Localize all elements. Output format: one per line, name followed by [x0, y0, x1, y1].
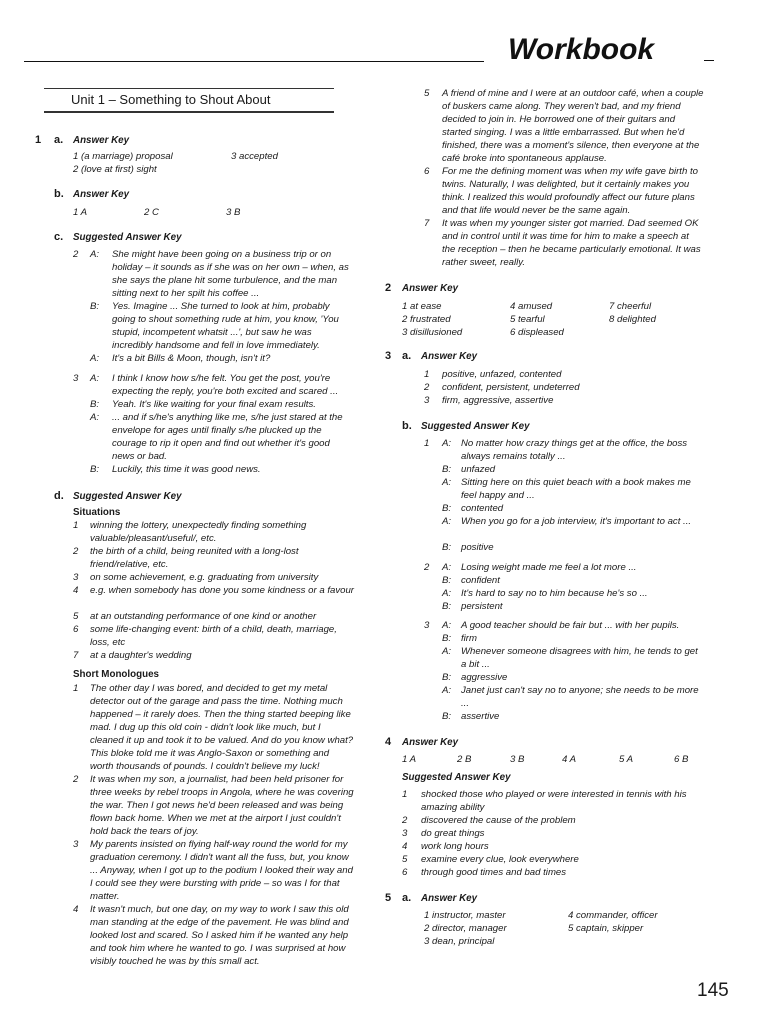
answer-3b-3b: firm [461, 633, 477, 644]
section-5a-letter: a. [402, 892, 412, 904]
section-3-number: 3 [385, 350, 392, 362]
answer-3b-2a: Losing weight made me feel a lot more ... [461, 562, 637, 573]
monologue-2: It was when my son, a journalist, had been held prisoner for three weeks by rebel troops in Angola, where he was covering the war. Then I got news he'd been released and was being flown back home. When we met at the airport I just couldn't hold back the tears of joy. [90, 774, 354, 837]
answer-3a-2: confident, persistent, undeterred [442, 382, 580, 393]
answer-4-key-3: 3 B [510, 754, 525, 765]
situation-6: some life-changing event: birth of a child, death, marriage, loss, etc [90, 624, 337, 648]
dialogue-3c: ... and if s/he's anything like me, s/he just stared at the envelope for ages until finally s/he plucked up the courage to rip it open and find out whether it's good news or bad. [112, 412, 343, 462]
answer-3b-1e: When you go for a job interview, it's important to act ... [461, 516, 692, 527]
answer-2-8: 8 delighted [609, 314, 656, 325]
section-1d-letter: d. [54, 490, 64, 502]
situations-heading: Situations [73, 507, 121, 518]
answer-3b-3e: Janet just can't say no to anyone; she needs to be more ... [461, 685, 699, 709]
monologue-7: It was when my younger sister got married. Dad seemed OK and in control until it was time for him to make a speech at the reception – then he became particularly emotional. It was rather sweet, really. [442, 218, 701, 268]
dialogue-3a: I think I know how s/he felt. You get the post, you're expecting the reply, you're both excited and scared ... [112, 373, 339, 397]
answer-3b-1b: unfazed [461, 464, 496, 475]
section-3a-letter: a. [402, 350, 412, 362]
answer-3b-3f: assertive [461, 711, 500, 722]
situation-2: the birth of a child, being reunited with a long-lost friend/relative, etc. [90, 546, 299, 570]
section-3a-heading: Answer Key [421, 351, 478, 362]
monologue-5: A friend of mine and I were at an outdoor café, when a couple of buskers came along. They weren't bad, and my friend decided to join in. He borrowed one of their guitars and started singing. I was a little embarrassed. But when he'd finished, there was a moment's silence, then everyone at the café broke into spontaneous applause. [442, 88, 704, 164]
answer-4-item-4: work long hours [421, 841, 489, 852]
answer-3b-3d: aggressive [461, 672, 508, 683]
section-3b-letter: b. [402, 420, 412, 432]
answer-2-1: 1 at ease [402, 301, 442, 312]
dialogue-2c: It's a bit Bills & Moon, though, isn't it? [112, 353, 271, 364]
section-4-suggested-heading: Suggested Answer Key [402, 772, 511, 783]
answer-3b-1a: No matter how crazy things get at the office, the boss always remains totally ... [461, 438, 688, 462]
answer-4-key-1: 1 A [402, 754, 417, 765]
page-number: 145 [697, 980, 729, 1001]
situation-4: e.g. when somebody has done you some kindness or a favour [90, 585, 354, 596]
answer-4-item-1: shocked those who played or were interested in tennis with his amazing ability [421, 789, 687, 813]
answer-3b-2b: confident [461, 575, 500, 586]
answer-5-2: 2 director, manager [424, 923, 507, 934]
answer-1b-1: 1 A [73, 207, 88, 218]
left-column: 1 a. Answer Key 1 (a marriage) proposal 2 (love at first) sight 3 accepted b. Answer Key 1 A 2 C 3 B c. Suggested Answer Key 2 A: She might have been going on a business trip or on holiday – it sounds as if she was on her own – when, as she says the plane hit some turbulence, and the man sitting next to her spilt his coffee ... B: Yes. Imagine ... She turned to look at him, probably going to shout something rude at him, you know, 'You stupid, incompetent whatsit ...', but saw he was incredibly handsome and fell in love immediately. A: It's a bit Bills & Moon, though, isn't it? 3 A: I think I know how s/he felt. You get the post, you're expecting the reply, you're both excited and scared ... B: Yeah. It's like waiting for your final exam results. A: ... and if s/he's anything like me, s/he just stared at the envelope for ages until finally s/he plucked up the courage to rip it open and find out whether it's good news or bad. B: Luckily, this time it was good news. d. Suggested Answer Key Situations 1 winning the lottery, unexpectedly finding something valuable/pleasant/useful/, etc. 2 the birth of a child, being reunited with a long-lost friend/relative, etc. 3 on some achievement, e.g. graduating from university 4 e.g. when somebody has done you some kindness or a favour 5 at an outstanding performance of one kind or another 6 some life-changing event: birth of a child, death, marriage, loss, etc 7 at a daughter's wedding Short Monologues 1 The other day I was bored, and decided to get my metal detector out of the garage and pass the time. Nothing much happened – it rarely does. Then the thing started beeping like mad. I dug up this old coin - didn't look like much, but I cleaned it up and took it to be valued. And do you know what? This bloke told me it was Anglo-Saxon or something and worth thousands of pounds. I couldn't believe my luck! 2 It was when my son, a journalist, had been held prisoner for three weeks by rebel troops in Angola, where he was covering the war. Then I got news he'd been released and was being flown back home. When we met at the airport I just couldn't hold back the tears of joy. 3 My parents insisted on flying half-way round the world for my graduation ceremony. I didn't want all the fuss, but, you know ... Anyway, when I got up to the podium I looked their way and I could see they were bursting with pride – so was I for that matter. 4 It wasn't much, but one day, on my way to work I saw this old man standing at the edge of the pavement. He was blind and looked lost and scared. So I asked him if he wanted any help and took him where he wanted to go. I was surprised at how visibly touched he was by this small act. 5 A friend of mine and I were at an outdoor café, when a couple of buskers came along. They weren't bad, and my friend decided to join in. He borrowed one of their guitars and started singing. I was a little embarrassed. But when he'd finished, there was a moment's silence, then everyone at the café broke into spontaneous applause. 6 For me the defining moment was when my wife gave birth to twins. Naturally, I was delighted, but it certainly makes you think. I realized this would profoundly affect our future plans and that life would never be the same again. 7 It was when my younger sister got married. Dad seemed OK and in control until it was time for him to make a speech at the reception – then he became particularly emotional. It was rather sweet, really. 2 Answer Key 1 at ease 2 frustrated 3 disillusioned 4 amused 5 tearful 6 displeased 7 cheerful 8 delighted 3 a. Answer Key 1 positive, unfazed, contented 2 confident, persistent, undeterred 3 firm, aggressive, assertive b. Suggested Answer Key 1 A: No matter how crazy things get at the office, the boss always remains totally ... B: unfazed A: Sitting here on this quiet beach with a book makes me feel happy and ... B: contented A: When you go for a job interview, it's important to act ... B: positive 2 A: Losing weight made me feel a lot more ... B: confident A: It's hard to say no to him because he's so ... B: persistent 3 A: A good teacher should be fair but ... with her pupils. B: firm A: Whenever someone disagrees with him, he tends to get a bit ... B: aggressive A: Janet just can't say no to anyone; she needs to be more ... B: assertive 4 Answer Key 1 A 2 B 3 B 4 A 5 A 6 B Suggested Answer Key 1 shocked those who played or were interested in tennis with his amazing ability 2 discovered the cause of the problem 3 do great things 4 work long hours 5 examine every clue, look everywhere 6 through good times and bad times 5 a. Answer Key 1 instructor, master 2 director, manager 3 dean, principal 4 commander, officer 5 captain, skipper [35, 88, 704, 967]
dialogue-2b: Yes. Imagine ... She turned to look at him, probably going to shout something rude at him, you know, 'You stupid, incompetent whatsit ...', but saw he was incredibly handsome and fell in love immediately. [112, 301, 339, 351]
answer-3b-1d: contented [461, 503, 504, 514]
answer-1a-3: 3 accepted [231, 151, 278, 162]
section-2-number: 2 [385, 282, 392, 294]
answer-1a-1: 1 (a marriage) proposal [73, 151, 173, 162]
situation-7: at a daughter's wedding [90, 650, 192, 661]
situation-5: at an outstanding performance of one kind or another [90, 611, 317, 622]
monologue-6: For me the defining moment was when my wife gave birth to twins. Naturally, I was delighted, but it certainly makes you think. I realized this would profoundly affect our future plans and that life would never be the same again. [442, 166, 698, 216]
answer-3b-3a: A good teacher should be fair but ... with her pupils. [461, 620, 680, 631]
answer-4-key-5: 5 A [619, 754, 634, 765]
answer-3b-2c: It's hard to say no to him because he's so ... [461, 588, 648, 599]
answer-2-7: 7 cheerful [609, 301, 652, 312]
section-3b-heading: Suggested Answer Key [421, 421, 530, 432]
situation-3: on some achievement, e.g. graduating from university [90, 572, 319, 583]
dialogue-2a: She might have been going on a business trip or on holiday – it sounds as if she was on her own – when, as she says the plane hit some turbulence, and the man sitting next to her spilt his coffee ... [112, 249, 349, 299]
answer-2-6: 6 displeased [510, 327, 564, 338]
answer-3b-1f: positive [461, 542, 494, 553]
section-1c-heading: Suggested Answer Key [73, 232, 182, 243]
answer-4-key-6: 6 B [674, 754, 689, 765]
section-1d-heading: Suggested Answer Key [73, 491, 182, 502]
answer-5-4: 4 commander, officer [568, 910, 658, 921]
answer-5-5: 5 captain, skipper [568, 923, 644, 934]
monologue-4: It wasn't much, but one day, on my way to work I saw this old man standing at the edge of the pavement. He was blind and looked lost and scared. So I asked him if he wanted any help and took him where he wanted to go. I was surprised at how visibly touched he was by this small act. [90, 904, 349, 967]
section-1-number: 1 [35, 134, 42, 146]
dialogue-3d: Luckily, this time it was good news. [112, 464, 261, 475]
section-5a-heading: Answer Key [421, 893, 478, 904]
section-1b-heading: Answer Key [73, 189, 130, 200]
workbook-title: Workbook [508, 33, 655, 66]
monologue-1: The other day I was bored, and decided to get my metal detector out of the garage and pass the time. Nothing much happened – it rarely does. Then the thing started beeping like mad. I dug up this old coin - didn't look like much, but I cleaned it up and took it to be valued. And do you know what? This bloke told me it was Anglo-Saxon or something and worth thousands of pounds. I couldn't believe my luck! [90, 683, 354, 772]
section-4-heading: Answer Key [402, 737, 459, 748]
answer-4-item-2: discovered the cause of the problem [421, 815, 576, 826]
section-5-number: 5 [385, 892, 392, 904]
unit-title: Unit 1 – Something to Shout About [71, 92, 271, 107]
section-1b-letter: b. [54, 188, 64, 200]
dialogue-3b: Yeah. It's like waiting for your final exam results. [112, 399, 316, 410]
answer-3b-3c: Whenever someone disagrees with him, he tends to get a bit ... [461, 646, 698, 670]
answer-1a-2: 2 (love at first) sight [73, 164, 157, 175]
situation-1: winning the lottery, unexpectedly finding something valuable/pleasant/useful/, etc. [90, 520, 307, 544]
answer-4-item-5: examine every clue, look everywhere [421, 854, 579, 865]
answer-3b-2d: persistent [461, 601, 503, 612]
answer-2-4: 4 amused [510, 301, 553, 312]
answer-3a-3: firm, aggressive, assertive [442, 395, 554, 406]
answer-1b-3: 3 B [226, 207, 241, 218]
section-4-number: 4 [385, 736, 392, 748]
answer-2-2: 2 frustrated [402, 314, 451, 325]
monologues-heading: Short Monologues [73, 669, 159, 680]
answer-3b-1c: Sitting here on this quiet beach with a book makes me feel happy and ... [461, 477, 691, 501]
answer-1b-2: 2 C [144, 207, 159, 218]
section-1a-letter: a. [54, 134, 64, 146]
answer-3a-1: positive, unfazed, contented [442, 369, 562, 380]
answer-2-3: 3 disillusioned [402, 327, 463, 338]
answer-4-item-3: do great things [421, 828, 485, 839]
monologue-3: My parents insisted on flying half-way round the world for my graduation ceremony. I didn't want all the fuss, but, you know ... Anyway, when I got up to the podium I looked their way and I could see they were bursting with pride – so was I for that matter. [90, 839, 353, 902]
answer-4-item-6: through good times and bad times [421, 867, 567, 878]
answer-4-key-4: 4 A [562, 754, 577, 765]
section-1c-letter: c. [54, 231, 64, 243]
answer-2-5: 5 tearful [510, 314, 545, 325]
answer-4-key-2: 2 B [457, 754, 472, 765]
answer-5-3: 3 dean, principal [424, 936, 495, 947]
section-2-heading: Answer Key [402, 283, 459, 294]
section-1a-heading: Answer Key [73, 135, 130, 146]
answer-5-1: 1 instructor, master [424, 910, 506, 921]
